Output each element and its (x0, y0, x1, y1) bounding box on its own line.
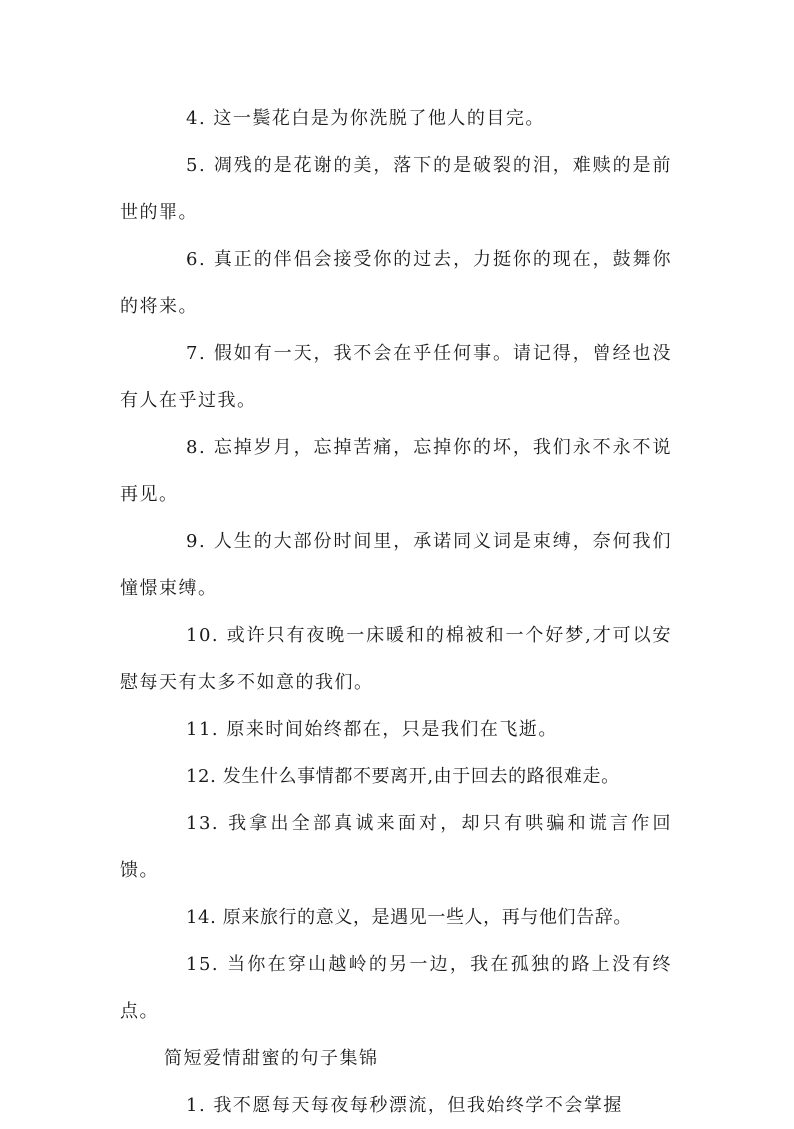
paragraph-12: 12. 发生什么事情都不要离开,由于回去的路很难走。 (186, 766, 620, 787)
paragraph-15: 15. 当你在穿山越岭的另一边，我在孤独的路上没有终点。 (120, 954, 672, 1022)
paragraph-10: 10. 或许只有夜晚一床暖和的棉被和一个好梦,才可以安慰每天有太多不如意的我们。 (120, 625, 672, 693)
section-heading: 简短爱情甜蜜的句子集锦 (164, 1048, 379, 1069)
paragraph-6: 6. 真正的伴侣会接受你的过去，力挺你的现在，鼓舞你的将来。 (120, 249, 672, 317)
paragraph-5: 5. 凋残的是花谢的美，落下的是破裂的泪，难赎的是前世的罪。 (120, 155, 672, 223)
paragraph-13: 13. 我拿出全部真诚来面对，却只有哄骗和谎言作回馈。 (120, 813, 672, 881)
paragraph-8: 8. 忘掉岁月，忘掉苦痛，忘掉你的坏，我们永不永不说再见。 (120, 437, 672, 505)
paragraph-9: 9. 人生的大部份时间里，承诺同义词是束缚，奈何我们憧憬束缚。 (120, 531, 672, 599)
paragraph-4: 4. 这一鬓花白是为你洗脱了他人的目完。 (186, 108, 545, 129)
paragraph-11: 11. 原来时间始终都在，只是我们在飞逝。 (186, 719, 558, 740)
paragraph-7: 7. 假如有一天，我不会在乎任何事。请记得，曾经也没有人在乎过我。 (120, 343, 672, 411)
paragraph-14: 14. 原来旅行的意义，是遇见一些人，再与他们告辞。 (186, 907, 632, 928)
paragraph-1: 1. 我不愿每天每夜每秒漂流，但我始终学不会掌握 (186, 1095, 623, 1116)
